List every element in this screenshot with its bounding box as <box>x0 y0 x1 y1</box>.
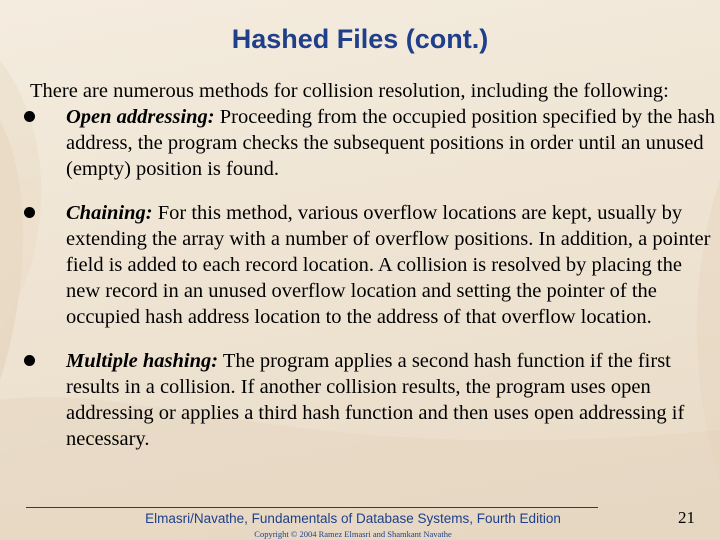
slide-title: Hashed Files (cont.) <box>231 24 489 54</box>
item-term: Multiple hashing: <box>66 350 219 372</box>
list-item-open-addressing <box>30 104 720 182</box>
bullet-icon <box>24 207 35 218</box>
item-text: For this method, various overflow locations are kept, usually by extending the array with a number of overflow positions. In addition, a pointer field is added to each record location. A collision is resolved by placing the new record in an unused overflow location and setting the pointer of the occupied hash address location to the address of that overflow location. <box>66 202 711 328</box>
footer-copyright: Copyright © 2004 Ramez Elmasri and Shamkant Navathe <box>254 529 452 539</box>
list-item-multiple-hashing <box>30 348 720 452</box>
footer-source: Elmasri/Navathe, Fundamentals of Database Systems, Fourth Edition <box>145 511 561 526</box>
list-item-chaining <box>30 200 720 330</box>
page-number: 21 <box>678 508 695 527</box>
item-text: The program applies a second hash function if the first results in a collision. If another collision results, the program uses open addressing or applies a third hash function and then uses open addressing if necessary. <box>66 350 685 450</box>
bullet-icon <box>24 111 35 122</box>
footer-divider <box>26 507 598 508</box>
item-term: Chaining: <box>66 202 153 224</box>
intro-text: There are numerous methods for collision resolution, including the following: <box>30 80 669 102</box>
item-text: Proceeding from the occupied position specified by the hash address, the program checks the subsequent positions in order until an unused (empty) position is found. <box>66 106 716 180</box>
bullet-icon <box>24 355 35 366</box>
item-term: Open addressing: <box>66 106 215 128</box>
slide-body <box>30 78 720 452</box>
